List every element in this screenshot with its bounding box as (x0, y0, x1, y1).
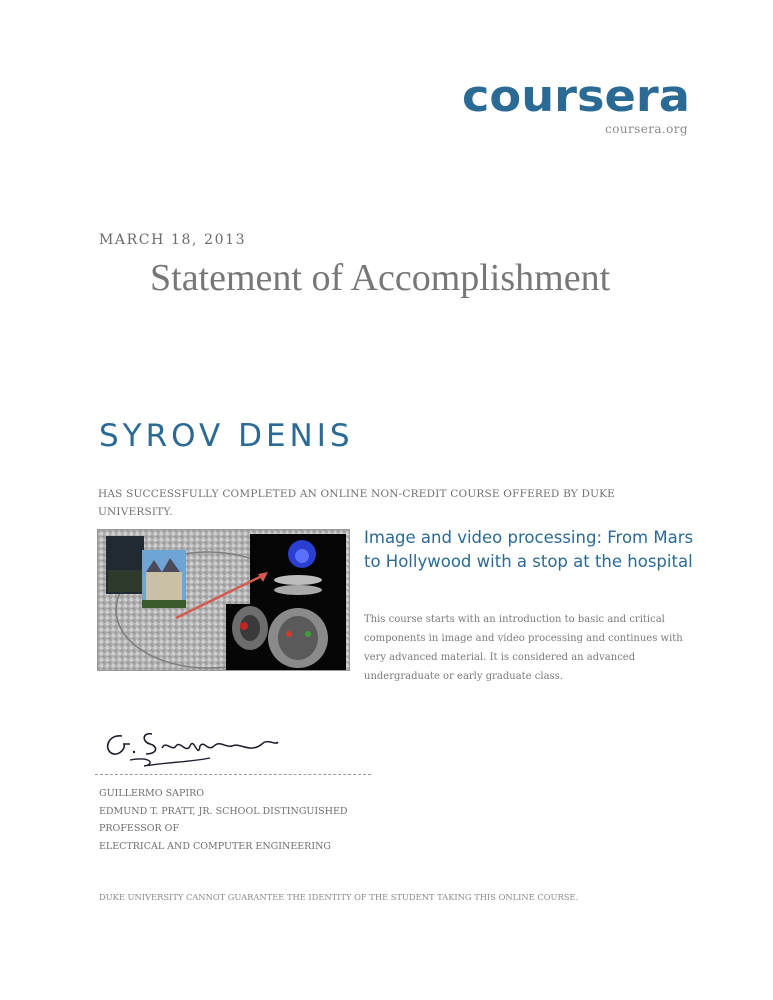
signer-name: GUILLERMO SAPIRO (99, 788, 205, 799)
signature (100, 726, 300, 772)
certificate-date: MARCH 18, 2013 (99, 232, 247, 248)
course-image (97, 529, 350, 671)
signer-title-line-3: ELECTRICAL AND COMPUTER ENGINEERING (99, 840, 331, 852)
signer-title-line-1: EDMUND T. PRATT, JR. SCHOOL DISTINGUISHED (99, 805, 348, 817)
signer-block (99, 785, 419, 855)
coursera-logo (462, 78, 690, 118)
coursera-logo-text: coursera (462, 78, 690, 118)
signer-title-line-2: PROFESSOR OF (99, 823, 180, 834)
signature-line (95, 774, 371, 775)
certificate-title: Statement of Accomplishment (150, 257, 611, 299)
recipient-name: SYROV DENIS (99, 418, 354, 454)
course-title: Image and video processing: From Mars to Hollywood with a stop at the hospital (364, 528, 694, 571)
course-description: This course starts with an introduction to basic and critical components in image and video processing and continues with very advanced material. It is considered an advanced undergraduate or early graduate class. (364, 614, 683, 682)
logo-url: coursera.org (605, 122, 688, 136)
completion-statement: HAS SUCCESSFULLY COMPLETED AN ONLINE NON-CREDIT COURSE OFFERED BY DUKE UNIVERSITY. (98, 488, 616, 518)
disclaimer: DUKE UNIVERSITY CANNOT GUARANTEE THE IDENTITY OF THE STUDENT TAKING THIS ONLINE COURSE. (99, 892, 579, 902)
